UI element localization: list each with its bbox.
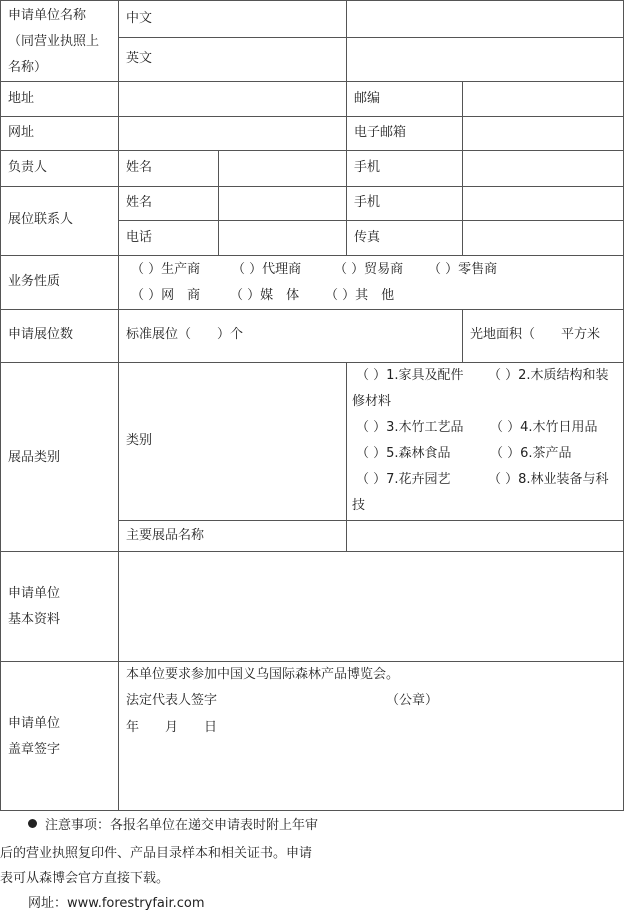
category-label: 类别	[126, 433, 153, 448]
row-divider-seal	[0, 661, 624, 662]
row-divider-exhibit-category	[0, 362, 624, 363]
basic-info-label-cont: 基本资料	[8, 612, 61, 627]
table-border-left	[0, 0, 1, 810]
notice-text-1: 注意事项：各报名单位在递交申请表时附上年审	[45, 818, 319, 833]
website-label: 网址	[8, 125, 35, 140]
chinese-label: 中文	[126, 11, 153, 26]
category-option-forestry-equipment-cont: 技	[352, 498, 366, 513]
bullet-icon	[28, 819, 37, 828]
website-line[interactable]: 网址：www.forestryfair.com	[28, 896, 205, 911]
seal-label: 申请单位	[8, 716, 61, 731]
category-option-tea[interactable]: （ ）6.茶产品	[490, 446, 572, 461]
email-label: 电子邮箱	[354, 125, 407, 140]
column-divider-mid	[346, 81, 347, 255]
notice-line-1	[28, 816, 318, 836]
main-exhibits-field[interactable]	[347, 521, 623, 551]
seal-label-cont: 盖章签字	[8, 742, 61, 757]
postcode-label: 邮编	[354, 91, 381, 106]
phone-label: 电话	[126, 230, 153, 245]
fax-field[interactable]	[463, 221, 623, 255]
person-in-charge-mobile-field[interactable]	[463, 151, 623, 186]
category-option-horticulture[interactable]: （ ）7.花卉园艺	[356, 472, 451, 487]
category-option-wood-structure[interactable]: （ ）2.木质结构和装	[488, 368, 609, 383]
category-option-forestry-equipment[interactable]: （ ）8.林业装备与科	[488, 472, 609, 487]
booth-contact-mobile-label: 手机	[354, 195, 381, 210]
business-type-online[interactable]: （ ）网 商	[131, 288, 201, 303]
business-type-manufacturer[interactable]: （ ）生产商	[131, 262, 201, 277]
notice-line-3: 表可从森博会官方直接下载。	[0, 871, 170, 886]
category-option-handicrafts[interactable]: （ ）3.木竹工艺品	[356, 420, 464, 435]
postcode-field[interactable]	[463, 82, 623, 116]
business-type-label: 业务性质	[8, 274, 61, 289]
person-in-charge-name-field[interactable]	[219, 151, 346, 186]
website-field[interactable]	[119, 117, 346, 150]
raw-space-field[interactable]: 光地面积（ 平方米	[470, 327, 601, 342]
applicant-name-label-note: （同营业执照上	[8, 34, 100, 49]
column-divider-raw-space	[462, 309, 463, 362]
row-divider-booth-count	[0, 309, 624, 310]
phone-field[interactable]	[219, 221, 346, 255]
email-field[interactable]	[463, 117, 623, 150]
chinese-name-field[interactable]	[347, 1, 623, 37]
table-border-bottom	[0, 810, 624, 811]
booth-contact-name-field[interactable]	[219, 187, 346, 220]
standard-booth-field[interactable]: 标准展位（ ）个	[126, 327, 244, 342]
booth-contact-name-label: 姓名	[126, 195, 153, 210]
basic-info-field[interactable]	[119, 552, 623, 661]
business-type-trader[interactable]: （ ）贸易商	[334, 262, 404, 277]
legal-representative-signature[interactable]: 法定代表人签字	[126, 693, 218, 708]
exhibit-category-label: 展品类别	[8, 450, 61, 465]
category-option-furniture[interactable]: （ ）1.家具及配件	[356, 368, 464, 383]
applicant-name-label: 申请单位名称	[8, 8, 87, 23]
basic-info-label: 申请单位	[8, 586, 61, 601]
category-option-wood-structure-cont: 修材料	[352, 394, 392, 409]
person-in-charge-name-label: 姓名	[126, 160, 153, 175]
person-in-charge-mobile-label: 手机	[354, 160, 381, 175]
category-option-forest-food[interactable]: （ ）5.森林食品	[356, 446, 451, 461]
person-in-charge-label: 负责人	[8, 160, 48, 175]
booth-count-label: 申请展位数	[8, 327, 74, 342]
notice-line-2: 后的营业执照复印件、产品目录样本和相关证书。申请	[0, 846, 313, 861]
applicant-name-label-note-end: 名称）	[8, 60, 48, 75]
english-name-field[interactable]	[347, 38, 623, 81]
row-divider-business-type	[0, 255, 624, 256]
address-label: 地址	[8, 91, 35, 106]
business-type-retailer[interactable]: （ ）零售商	[428, 262, 498, 277]
date-line[interactable]: 年 月 日	[126, 720, 218, 735]
business-type-agent[interactable]: （ ）代理商	[232, 262, 302, 277]
declaration-text: 本单位要求参加中国义乌国际森林产品博览会。	[126, 667, 400, 682]
english-label: 英文	[126, 51, 153, 66]
table-border-right	[623, 0, 624, 810]
booth-contact-mobile-field[interactable]	[463, 187, 623, 220]
address-field[interactable]	[119, 82, 346, 116]
official-seal: （公章）	[386, 693, 439, 708]
business-type-media[interactable]: （ ）媒 体	[230, 288, 300, 303]
category-option-daily-goods[interactable]: （ ）4.木竹日用品	[490, 420, 598, 435]
main-exhibits-label: 主要展品名称	[126, 528, 205, 543]
booth-contact-label: 展位联系人	[8, 212, 74, 227]
business-type-other[interactable]: （ ）其 他	[325, 288, 395, 303]
fax-label: 传真	[354, 230, 381, 245]
